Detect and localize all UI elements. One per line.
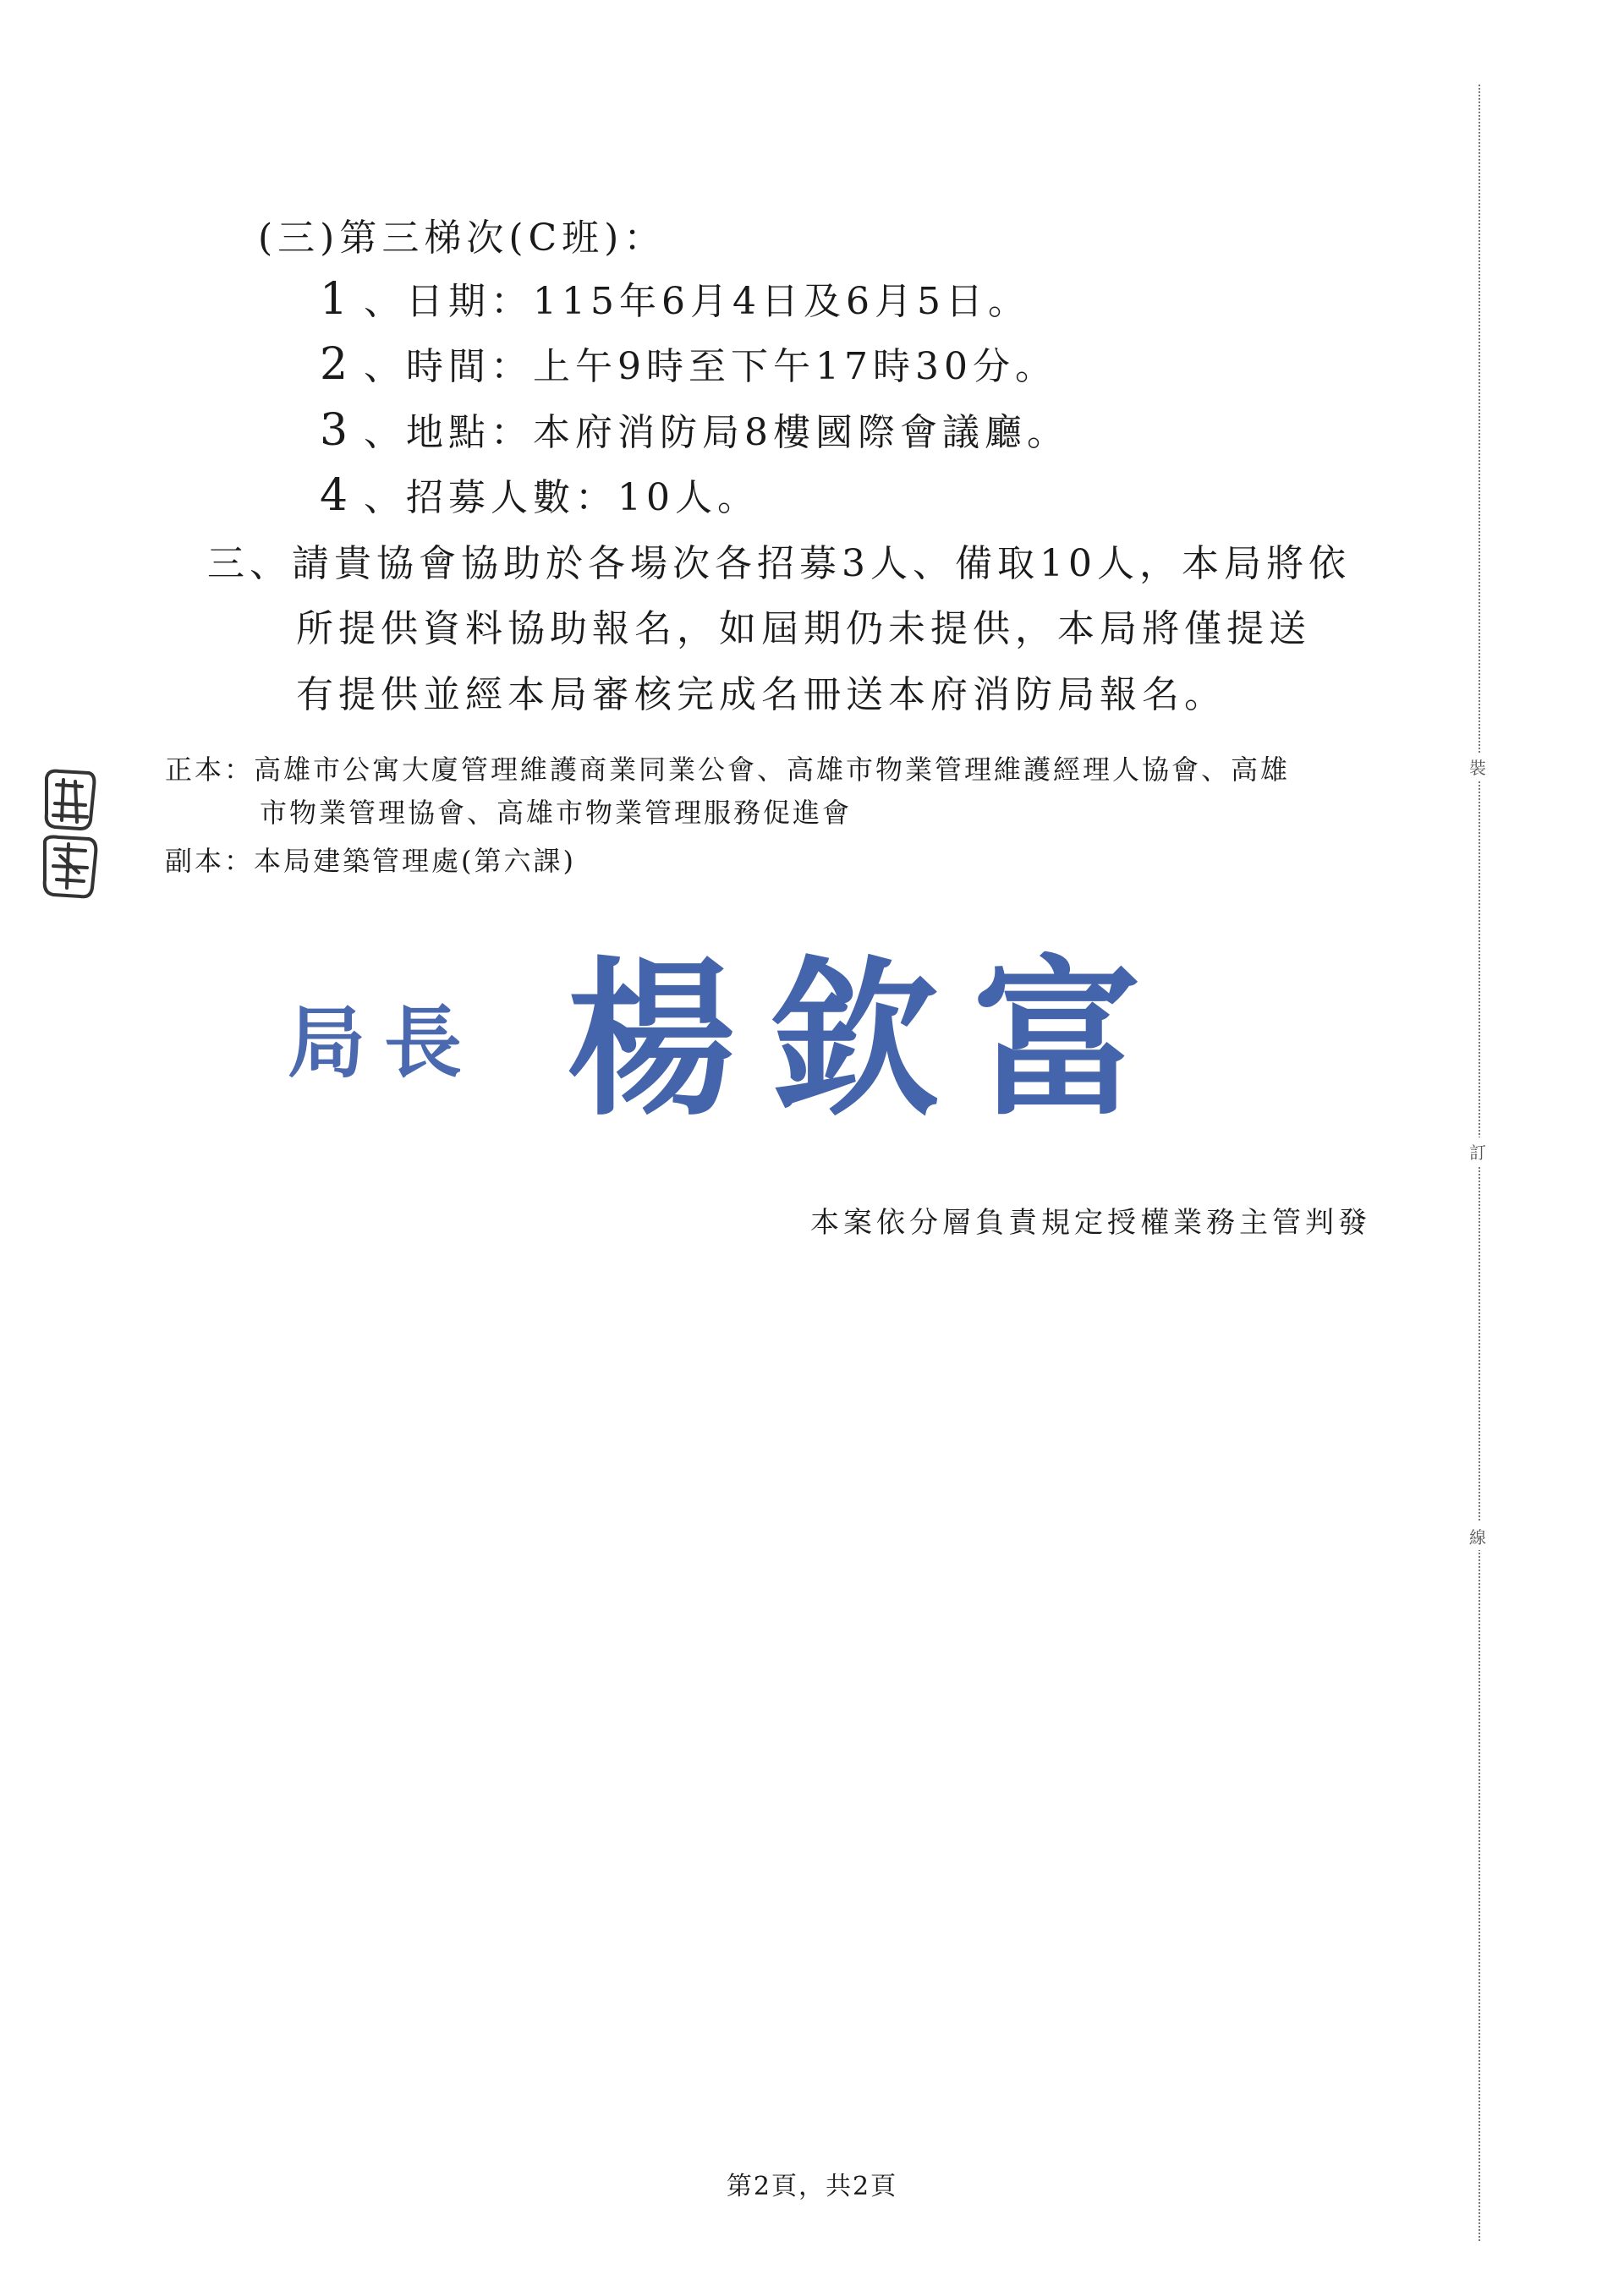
signature-title: 局長 [288, 997, 481, 1088]
list-item [320, 402, 1069, 456]
item-text: 、日期：115年6月4日及6月5日。 [364, 280, 1030, 323]
item-number: 2 [320, 339, 354, 390]
binding-mark: 裝 [1469, 753, 1486, 781]
distribution-main-continued: 市物業管理協會、高雄市物業管理服務促進會 [260, 797, 853, 829]
distribution-copy: 副本：本局建築管理處(第六課) [165, 845, 576, 877]
binding-mark: 線 [1469, 1522, 1486, 1550]
item-text: 、時間：上午9時至下午17時30分。 [364, 345, 1057, 388]
paragraph-line: 三、請貴協會協助於各場次各招募3人、備取10人，本局將依 [207, 542, 1351, 585]
item-number: 3 [320, 405, 354, 456]
signature-name: 楊欽富 [567, 940, 1177, 1139]
item-number: 1 [320, 274, 354, 325]
authority-note: 本案依分層負責規定授權業務主管判發 [810, 1206, 1371, 1240]
page-number: 第2頁，共2頁 [726, 2172, 898, 2201]
item-text: 、地點：本府消防局8樓國際會議廳。 [364, 411, 1069, 454]
distribution-main: 正本：高雄市公寓大廈管理維護商業同業公會、高雄市物業管理維護經理人協會、高雄 [165, 753, 1291, 786]
item-text: 、招募人數：10人。 [364, 476, 760, 519]
section-heading: (三)第三梯次(C班)： [258, 216, 667, 260]
seal-stamp [38, 761, 102, 905]
binding-mark: 訂 [1469, 1137, 1486, 1165]
list-item [320, 336, 1057, 390]
seal-stamp-icon [38, 761, 102, 905]
paragraph-line: 有提供並經本局審核完成名冊送本府消防局報名。 [296, 673, 1226, 716]
list-item [320, 271, 1030, 325]
paragraph-line: 所提供資料協助報名，如屆期仍未提供，本局將僅提送 [296, 607, 1311, 650]
item-number: 4 [320, 470, 354, 521]
list-item [320, 467, 760, 521]
